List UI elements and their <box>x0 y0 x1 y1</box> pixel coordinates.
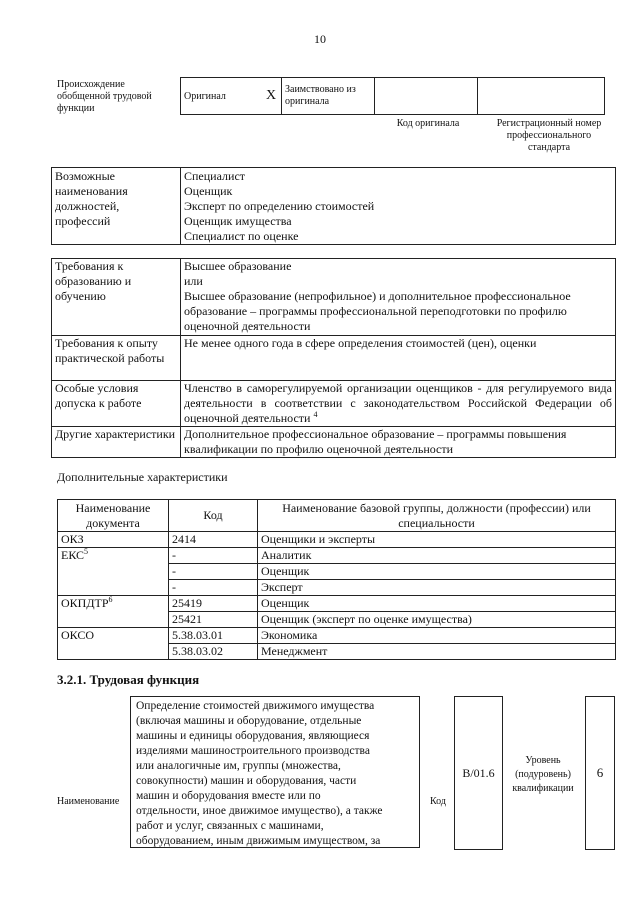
name-cell: Аналитик <box>258 548 616 564</box>
name-cell: Оценщик <box>258 564 616 580</box>
req-line: Дополнительное профессиональное образование – программы повышения квалификации по профилю оценочной деятельности <box>184 427 567 456</box>
function-name-label: Наименование <box>57 796 120 807</box>
req-education-value <box>181 259 616 336</box>
req-line: или <box>184 274 203 288</box>
origin-table <box>180 77 605 115</box>
origin-original: Оригинал <box>181 78 262 115</box>
code-cell: - <box>169 580 258 596</box>
origin-label: Происхождение обобщенной трудовой функции <box>57 79 152 114</box>
name-cell: Экономика <box>258 628 616 644</box>
name-cell: Эксперт <box>258 580 616 596</box>
function-code-value: B/01.6 <box>462 765 495 780</box>
origin-mark: X <box>261 78 282 115</box>
position-item: Оценщик имущества <box>184 214 292 228</box>
position-item: Эксперт по определению стоимостей <box>184 199 375 213</box>
origin-borrowed: Заимствовано из оригинала <box>282 78 375 115</box>
page-number: 10 <box>314 32 326 46</box>
req-experience-label: Требования к опыту практической работы <box>52 336 181 381</box>
function-name-line: изделиями машиностроительного производства <box>136 745 370 757</box>
col-code-header: Код <box>169 500 258 532</box>
code-cell: 25419 <box>169 596 258 612</box>
position-item: Специалист <box>184 169 246 183</box>
function-name-line: оборудованием, иным движимым имуществом, за <box>136 835 381 847</box>
function-level-label: Уровень (подуровень) квалификации <box>512 755 574 794</box>
req-experience-value <box>181 336 616 381</box>
function-name-line: машины и единицы оборудования, являющиеся <box>136 730 370 742</box>
function-name-line: или аналогичные им, группы (множества, <box>136 760 341 772</box>
doc-cell: ОКПДТР$^6$ <box>58 596 169 628</box>
col-name-header: Наименование базовой группы, должности (профессии) или специальности <box>258 500 616 532</box>
origin-reg-cell <box>478 78 605 115</box>
doc-cell: ЕКС$^5$ <box>58 548 169 596</box>
function-code-label: Код <box>430 796 446 807</box>
function-heading: 3.2.1. Трудовая функция <box>57 672 200 687</box>
name-cell: Оценщики и эксперты <box>258 532 616 548</box>
req-other-value <box>181 427 616 458</box>
name-cell: Оценщик (эксперт по оценке имущества) <box>258 612 616 628</box>
positions-table <box>51 167 616 245</box>
footnote-5: 5 <box>84 547 89 556</box>
footnote-6: 6 <box>108 595 113 604</box>
req-line: Высшее образование <box>184 259 292 273</box>
req-education-label: Требования к образованию и обучению <box>52 259 181 336</box>
req-other-label: Другие характеристики <box>52 427 181 458</box>
function-name-line: (включая машины и оборудование, отдельные <box>136 715 362 727</box>
col-doc-header: Наименование документа <box>58 500 169 532</box>
name-cell: Менеджмент <box>258 644 616 660</box>
function-code-box <box>454 696 503 850</box>
code-cell: 5.38.03.01 <box>169 628 258 644</box>
function-name-line: совокупности) машин и оборудования, части <box>136 775 357 787</box>
additional-heading: Дополнительные характеристики <box>57 470 228 484</box>
function-level-value: 6 <box>596 765 604 780</box>
positions-label: Возможные наименования должностей, профессий <box>52 168 181 245</box>
function-name-line: Определение стоимостей движимого имущества <box>136 700 375 712</box>
doc-cell: ОКЗ <box>58 532 169 548</box>
code-cell: 2414 <box>169 532 258 548</box>
function-name-box <box>130 696 420 848</box>
function-name-line: машин и оборудования вместе или по <box>136 790 321 802</box>
requirements-table <box>51 258 616 458</box>
name-cell: Оценщик <box>258 596 616 612</box>
code-cell: 25421 <box>169 612 258 628</box>
function-name-line: отдельности, иное движимое имущество), а также <box>136 805 383 817</box>
function-level-box <box>585 696 615 850</box>
req-admission-value: Членство в саморегулируемой организации оценщиков - для регулируемого вида деятельности в соответствии с законодательством Российской Федерации об оценочной деятельности $^4$ <box>181 381 616 427</box>
origin-code-cell <box>375 78 478 115</box>
additional-table <box>57 499 616 660</box>
code-cell: - <box>169 564 258 580</box>
code-cell: 5.38.03.02 <box>169 644 258 660</box>
positions-list <box>181 168 616 245</box>
code-cell: - <box>169 548 258 564</box>
origin-reg-caption: Регистрационный номер профессионального стандарта <box>496 118 602 153</box>
position-item: Оценщик <box>184 184 233 198</box>
function-name-line: работ и услуг, связанных с машинами, <box>136 820 324 832</box>
footnote-4: 4 <box>313 410 318 419</box>
doc-cell: ОКСО <box>58 628 169 660</box>
position-item: Специалист по оценке <box>184 229 299 243</box>
req-line: Не менее одного года в сфере определения стоимостей (цен), оценки <box>184 336 537 350</box>
req-admission-label: Особые условия допуска к работе <box>52 381 181 427</box>
req-line: Высшее образование (непрофильное) и дополнительное профессиональное образование – программы профессиональной переподготовки по профилю оценочной деятельности <box>184 289 571 333</box>
origin-code-caption: Код оригинала <box>396 118 460 129</box>
